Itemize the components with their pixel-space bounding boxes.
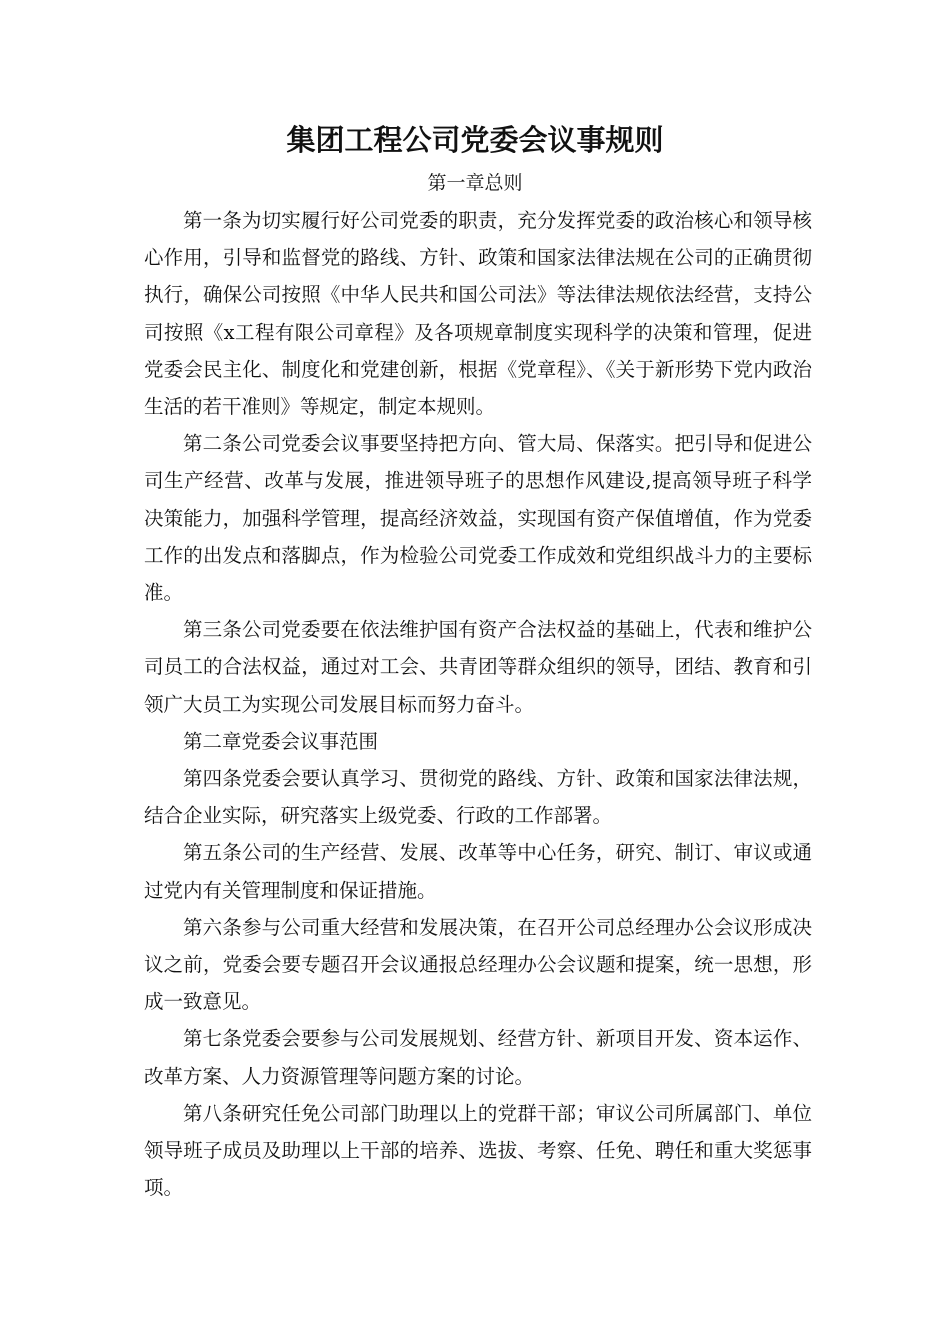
chapter-heading-2: 第二章党委会议事范围	[183, 729, 379, 753]
article-4: 第四条党委会要认真学习、贯彻党的路线、方针、政策和国家法律法规，结合企业实际，研究落实上级党委、行政的工作部署。	[144, 767, 812, 828]
article-6: 第六条参与公司重大经营和发展决策，在召开公司总经理办公会议形成决议之前，党委会要专题召开会议通报总经理办公会议题和提案，统一思想，形成一致意见。	[144, 915, 812, 1014]
chapter-heading-1: 第一章总则	[427, 172, 523, 194]
article-2: 第二条公司党委会议事要坚持把方向、管大局、保落实。把引导和促进公司生产经营、改革与发展，推进领导班子的思想作风建设,提高领导班子科学决策能力，加强科学管理，提高经济效益，实现国有资产保值增值，作为党委工作的出发点和落脚点，作为检验公司党委工作成效和党组织战斗力的主要标准。	[144, 432, 812, 605]
article-1: 第一条为切实履行好公司党委的职责，充分发挥党委的政治核心和领导核心作用，引导和监督党的路线、方针、政策和国家法律法规在公司的正确贯彻执行，确保公司按照《中华人民共和国公司法》等法律法规依法经营，支持公司按照《x工程有限公司章程》及各项规章制度实现科学的决策和管理，促进党委会民主化、制度化和党建创新，根据《党章程》、《关于新形势下党内政治生活的若干准则》等规定，制定本规则。	[144, 209, 812, 419]
article-8: 第八条研究任免公司部门助理以上的党群干部；审议公司所属部门、单位领导班子成员及助理以上干部的培养、选拔、考察、任免、聘任和重大奖惩事项。	[144, 1101, 812, 1200]
article-7: 第七条党委会要参与公司发展规划、经营方针、新项目开发、资本运作、改革方案、人力资源管理等问题方案的讨论。	[144, 1027, 812, 1088]
article-3: 第三条公司党委要在依法维护国有资产合法权益的基础上，代表和维护公司员工的合法权益，通过对工会、共青团等群众组织的领导，团结、教育和引领广大员工为实现公司发展目标而努力奋斗。	[144, 618, 812, 716]
document-body	[144, 202, 812, 1206]
document-title: 集团工程公司党委会议事规则	[286, 123, 664, 157]
article-5: 第五条公司的生产经营、发展、改革等中心任务，研究、制订、审议或通过党内有关管理制度和保证措施。	[144, 841, 812, 902]
